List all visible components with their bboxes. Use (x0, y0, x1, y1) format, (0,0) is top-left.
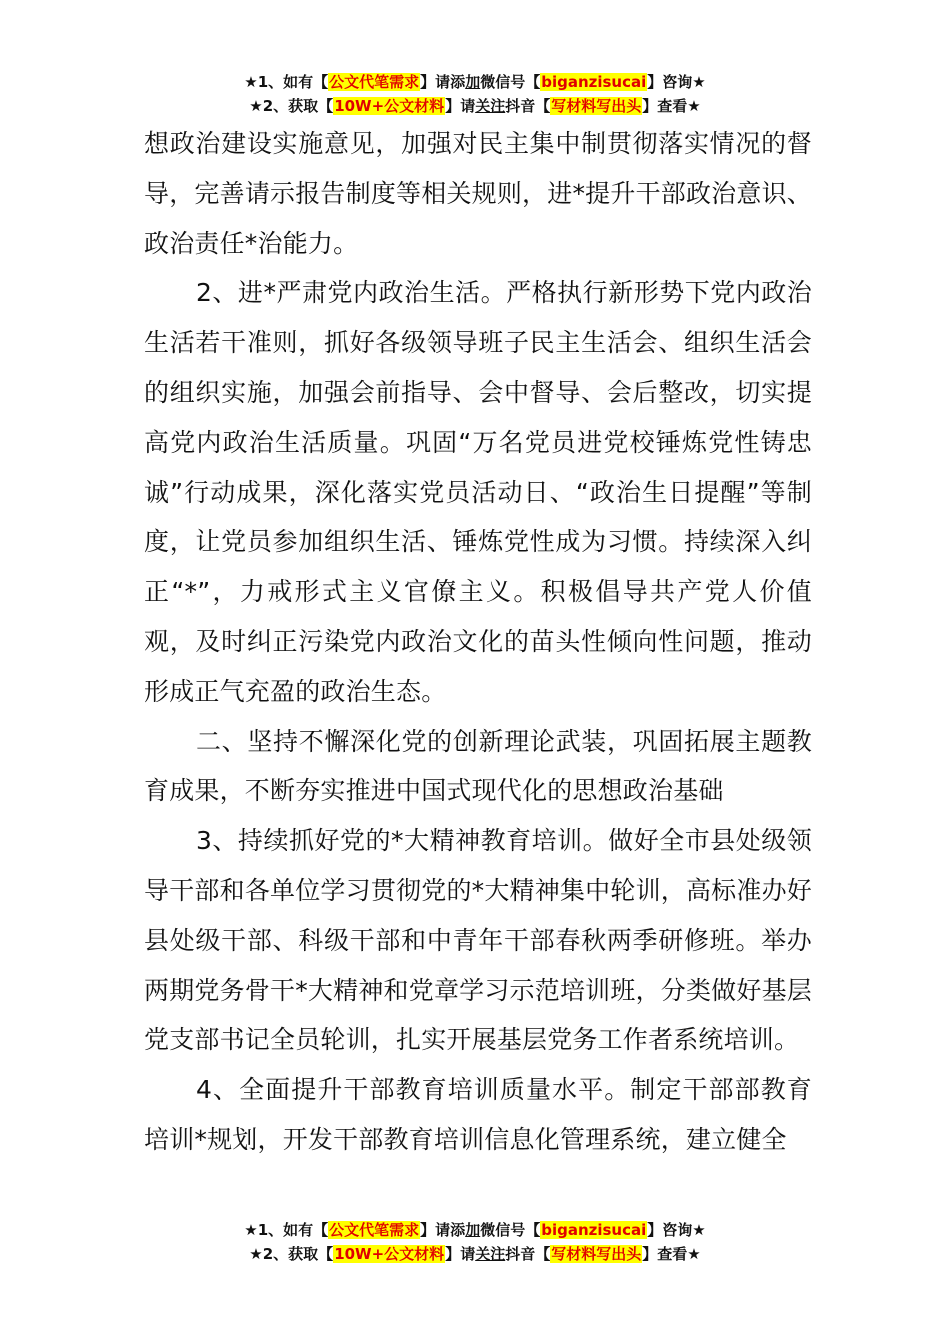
banner-text: 】请 (445, 1245, 476, 1263)
banner-highlight: 公文代笔需求 (329, 73, 420, 91)
banner-text: ★2、获取【 (249, 1245, 334, 1263)
footer-banner (0, 1218, 950, 1266)
banner-text: 】咨询★ (647, 73, 706, 91)
banner-underline: 关注 (475, 97, 506, 115)
banner-text: 】请添 (420, 73, 466, 91)
banner-line-1 (0, 70, 950, 94)
banner-highlight: 写材料写出头 (551, 97, 642, 115)
banner-text: 】查看★ (642, 97, 701, 115)
document-body (144, 119, 812, 1165)
banner-text: 微信号【 (480, 1221, 541, 1239)
paragraph-item-3: 3、持续抓好党的*大精神教育培训。做好全市县处级领导干部和各单位学习贯彻党的*大精神集中轮训，高标准办好县处级干部、科级干部和中青年干部春秋两季研修班。举办两期党务骨干*大精神和党章学习示范培训班，分类做好基层党支部书记全员轮训，扎实开展基层党务工作者系统培训。 (144, 826, 812, 1055)
paragraph-item-2: 2、进*严肃党内政治生活。严格执行新形势下党内政治生活若干准则，抓好各级领导班子民主生活会、组织生活会的组织实施，加强会前指导、会中督导、会后整改，切实提高党内政治生活质量。巩固“万名党员进党校锤炼党性铸忠诚”行动成果，深化落实党员活动日、“政治生日提醒”等制度，让党员参加组织生活、锤炼党性成为习惯。持续深入纠正“*”，力戒形式主义官僚主义。积极倡导共产党人价值观，及时纠正污染党内政治文化的苗头性倾向性问题，推动形成正气充盈的政治生态。 (144, 278, 812, 706)
banner-text: 微信号【 (480, 73, 541, 91)
banner-highlight: 写材料写出头 (551, 1245, 642, 1263)
banner-text: ★1、如有【 (244, 1221, 329, 1239)
banner-line-2 (0, 94, 950, 118)
section-heading-2: 二、坚持不懈深化党的创新理论武装，巩固拓展主题教育成果，不断夯实推进中国式现代化的思想政治基础 (144, 726, 812, 806)
banner-line-1 (0, 1218, 950, 1242)
banner-text: 抖音【 (505, 97, 551, 115)
banner-underline: 加 (465, 1221, 481, 1239)
banner-highlight: 10W+公文材料 (334, 1245, 445, 1263)
banner-underline: 关注 (475, 1245, 506, 1263)
banner-text: 】请 (445, 97, 476, 115)
header-banner (0, 70, 950, 118)
paragraph-continuation: 想政治建设实施意见，加强对民主集中制贯彻落实情况的督导，完善请示报告制度等相关规则，进*提升干部政治意识、政治责任*治能力。 (144, 129, 812, 258)
banner-underline: 加 (465, 73, 481, 91)
banner-text: 】咨询★ (647, 1221, 706, 1239)
banner-highlight: biganzisucai (541, 1221, 647, 1239)
banner-line-2 (0, 1242, 950, 1266)
banner-highlight: biganzisucai (541, 73, 647, 91)
banner-text: ★2、获取【 (249, 97, 334, 115)
banner-highlight: 公文代笔需求 (329, 1221, 420, 1239)
paragraph-item-4: 4、全面提升干部教育培训质量水平。制定干部部教育培训*规划，开发干部教育培训信息化管理系统，建立健全 (144, 1075, 812, 1154)
banner-text: 】查看★ (642, 1245, 701, 1263)
banner-text: ★1、如有【 (244, 73, 329, 91)
banner-highlight: 10W+公文材料 (334, 97, 445, 115)
banner-text: 】请添 (420, 1221, 466, 1239)
banner-text: 抖音【 (505, 1245, 551, 1263)
